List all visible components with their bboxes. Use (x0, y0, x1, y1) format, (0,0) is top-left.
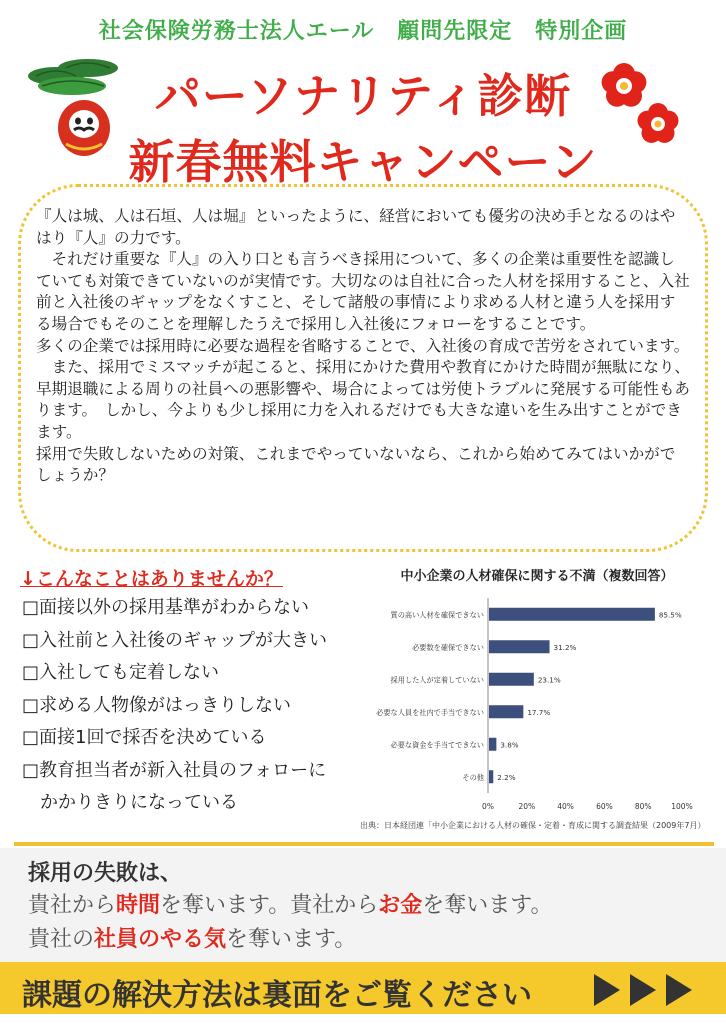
text-segment: 貴社の (28, 927, 95, 952)
checklist-title: ↓こんなことはありませんか？ (20, 568, 283, 590)
triangle-arrow-icon (590, 972, 700, 1008)
chart-x-tick-label: 40% (557, 802, 574, 811)
text-segment: を奪います。 (422, 893, 553, 918)
chart-category-label: 必要な資金を手当てできない (390, 740, 484, 750)
bar-chart (340, 592, 710, 814)
checklist-item: □入社しても定着しない (22, 662, 220, 683)
text-segment: を奪います。貴社から (160, 893, 379, 918)
intro-paragraph: 多くの企業では採用時に必要な過程を省略することで、入社後の育成で苦労をされています。 (36, 336, 690, 355)
intro-paragraph: また、採用でミスマッチが起こると、採用にかけた費用や教育にかけた時間が無駄になり、早期退職による周りの社員への悪影響や、場合によっては労使トラブルに発展する可能性もあります。 しかし、今よりも少し採用に力を入れるだけでも大きな違いを生み出すことができます。 (36, 358, 691, 441)
chart-category-label: 必要な人員を社内で手当できない (376, 707, 484, 717)
fail-line1 (28, 888, 553, 919)
chart-category-label: 質の高い人材を確保できない (390, 610, 484, 620)
emphasis-motivation: 社員のやる気 (94, 927, 227, 952)
page-title-line1: パーソナリティ診断 (154, 69, 572, 123)
chart-x-tick-label: 100% (671, 802, 693, 811)
cta-text: 課題の解決方法は裏面をご覧ください (22, 978, 532, 1013)
checklist-item: □面接1回で採否を決めている (22, 727, 267, 748)
text-segment: 貴社から (28, 893, 117, 918)
chart-value-label: 17.7% (527, 707, 551, 717)
chart-bar (489, 640, 550, 653)
divider-line (14, 842, 714, 846)
text-segment: を奪います。 (226, 927, 357, 952)
checklist-item: □入社前と入社後のギャップが大きい (22, 629, 328, 651)
checklist-item-continued: かかりきりになっている (40, 792, 238, 813)
emphasis-money: お金 (378, 893, 423, 918)
intro-paragraph: それだけ重要な『人』の入り口とも言うべき採用について、多くの企業は重要性を認識していても対策できていないのが実情です。大切なのは自社に合った人材を採用すること、入社前と入社後のギャップをなくすこと、そして諸般の事情により求める人材と違う人を採用する場合でもそのことを理解したうえで採用し入社後にフォローをすることです。 (36, 250, 690, 333)
chart-bar (489, 608, 655, 621)
checklist-item: □教育担当者が新入社員のフォローに (22, 759, 327, 781)
chart-bar (489, 770, 493, 783)
checklist-item: □面接以外の採用基準がわからない (22, 597, 310, 618)
chart-category-label: 採用した人が定着していない (390, 675, 484, 685)
intro-paragraph: 『人は城、人は石垣、人は堀』といったように、経営においても優劣の決め手となるのはやはり『人』の力です。 (36, 207, 676, 247)
chart-x-tick-label: 0% (482, 802, 494, 811)
header-top-line: 社会保険労務士法人エール 顧問先限定 特別企画 (98, 19, 628, 44)
chart-value-label: 31.2% (553, 642, 577, 652)
chart-x-tick-label: 20% (518, 802, 536, 811)
chart-value-label: 23.1% (537, 675, 561, 685)
intro-paragraph: 採用で失敗しないための対策、これまでやっていないなら、これから始めてみてはいかがでしょうか？ (36, 444, 676, 485)
chart-x-tick-label: 60% (596, 802, 613, 811)
chart-value-label: 3.8% (500, 740, 519, 750)
fail-title: 採用の失敗は、 (28, 861, 183, 886)
chart-category-label: 必要数を確保できない (412, 642, 484, 652)
emphasis-time: 時間 (116, 893, 161, 918)
chart-bar (489, 673, 534, 686)
fail-line2 (28, 922, 356, 953)
chart-value-label: 2.2% (497, 772, 516, 782)
chart-x-tick-label: 80% (634, 802, 652, 811)
chart-source: 出典：日本経団連「中小企業における人材の確保・定着・育成に関する調査結果（2009年7月） (360, 821, 706, 830)
chart-value-label: 85.5% (658, 610, 682, 620)
page-title-line2: 新春無料キャンペーン (128, 135, 598, 189)
chart-category-label: その他 (462, 772, 484, 782)
chart-title: 中小企業の人材確保に関する不満（複数回答） (400, 569, 674, 584)
checklist-item: □求める人物像がはっきりしない (22, 694, 292, 716)
intro-text (36, 206, 690, 487)
chart-bar (489, 738, 496, 751)
chart-bar (489, 705, 523, 718)
checklist (22, 596, 352, 824)
